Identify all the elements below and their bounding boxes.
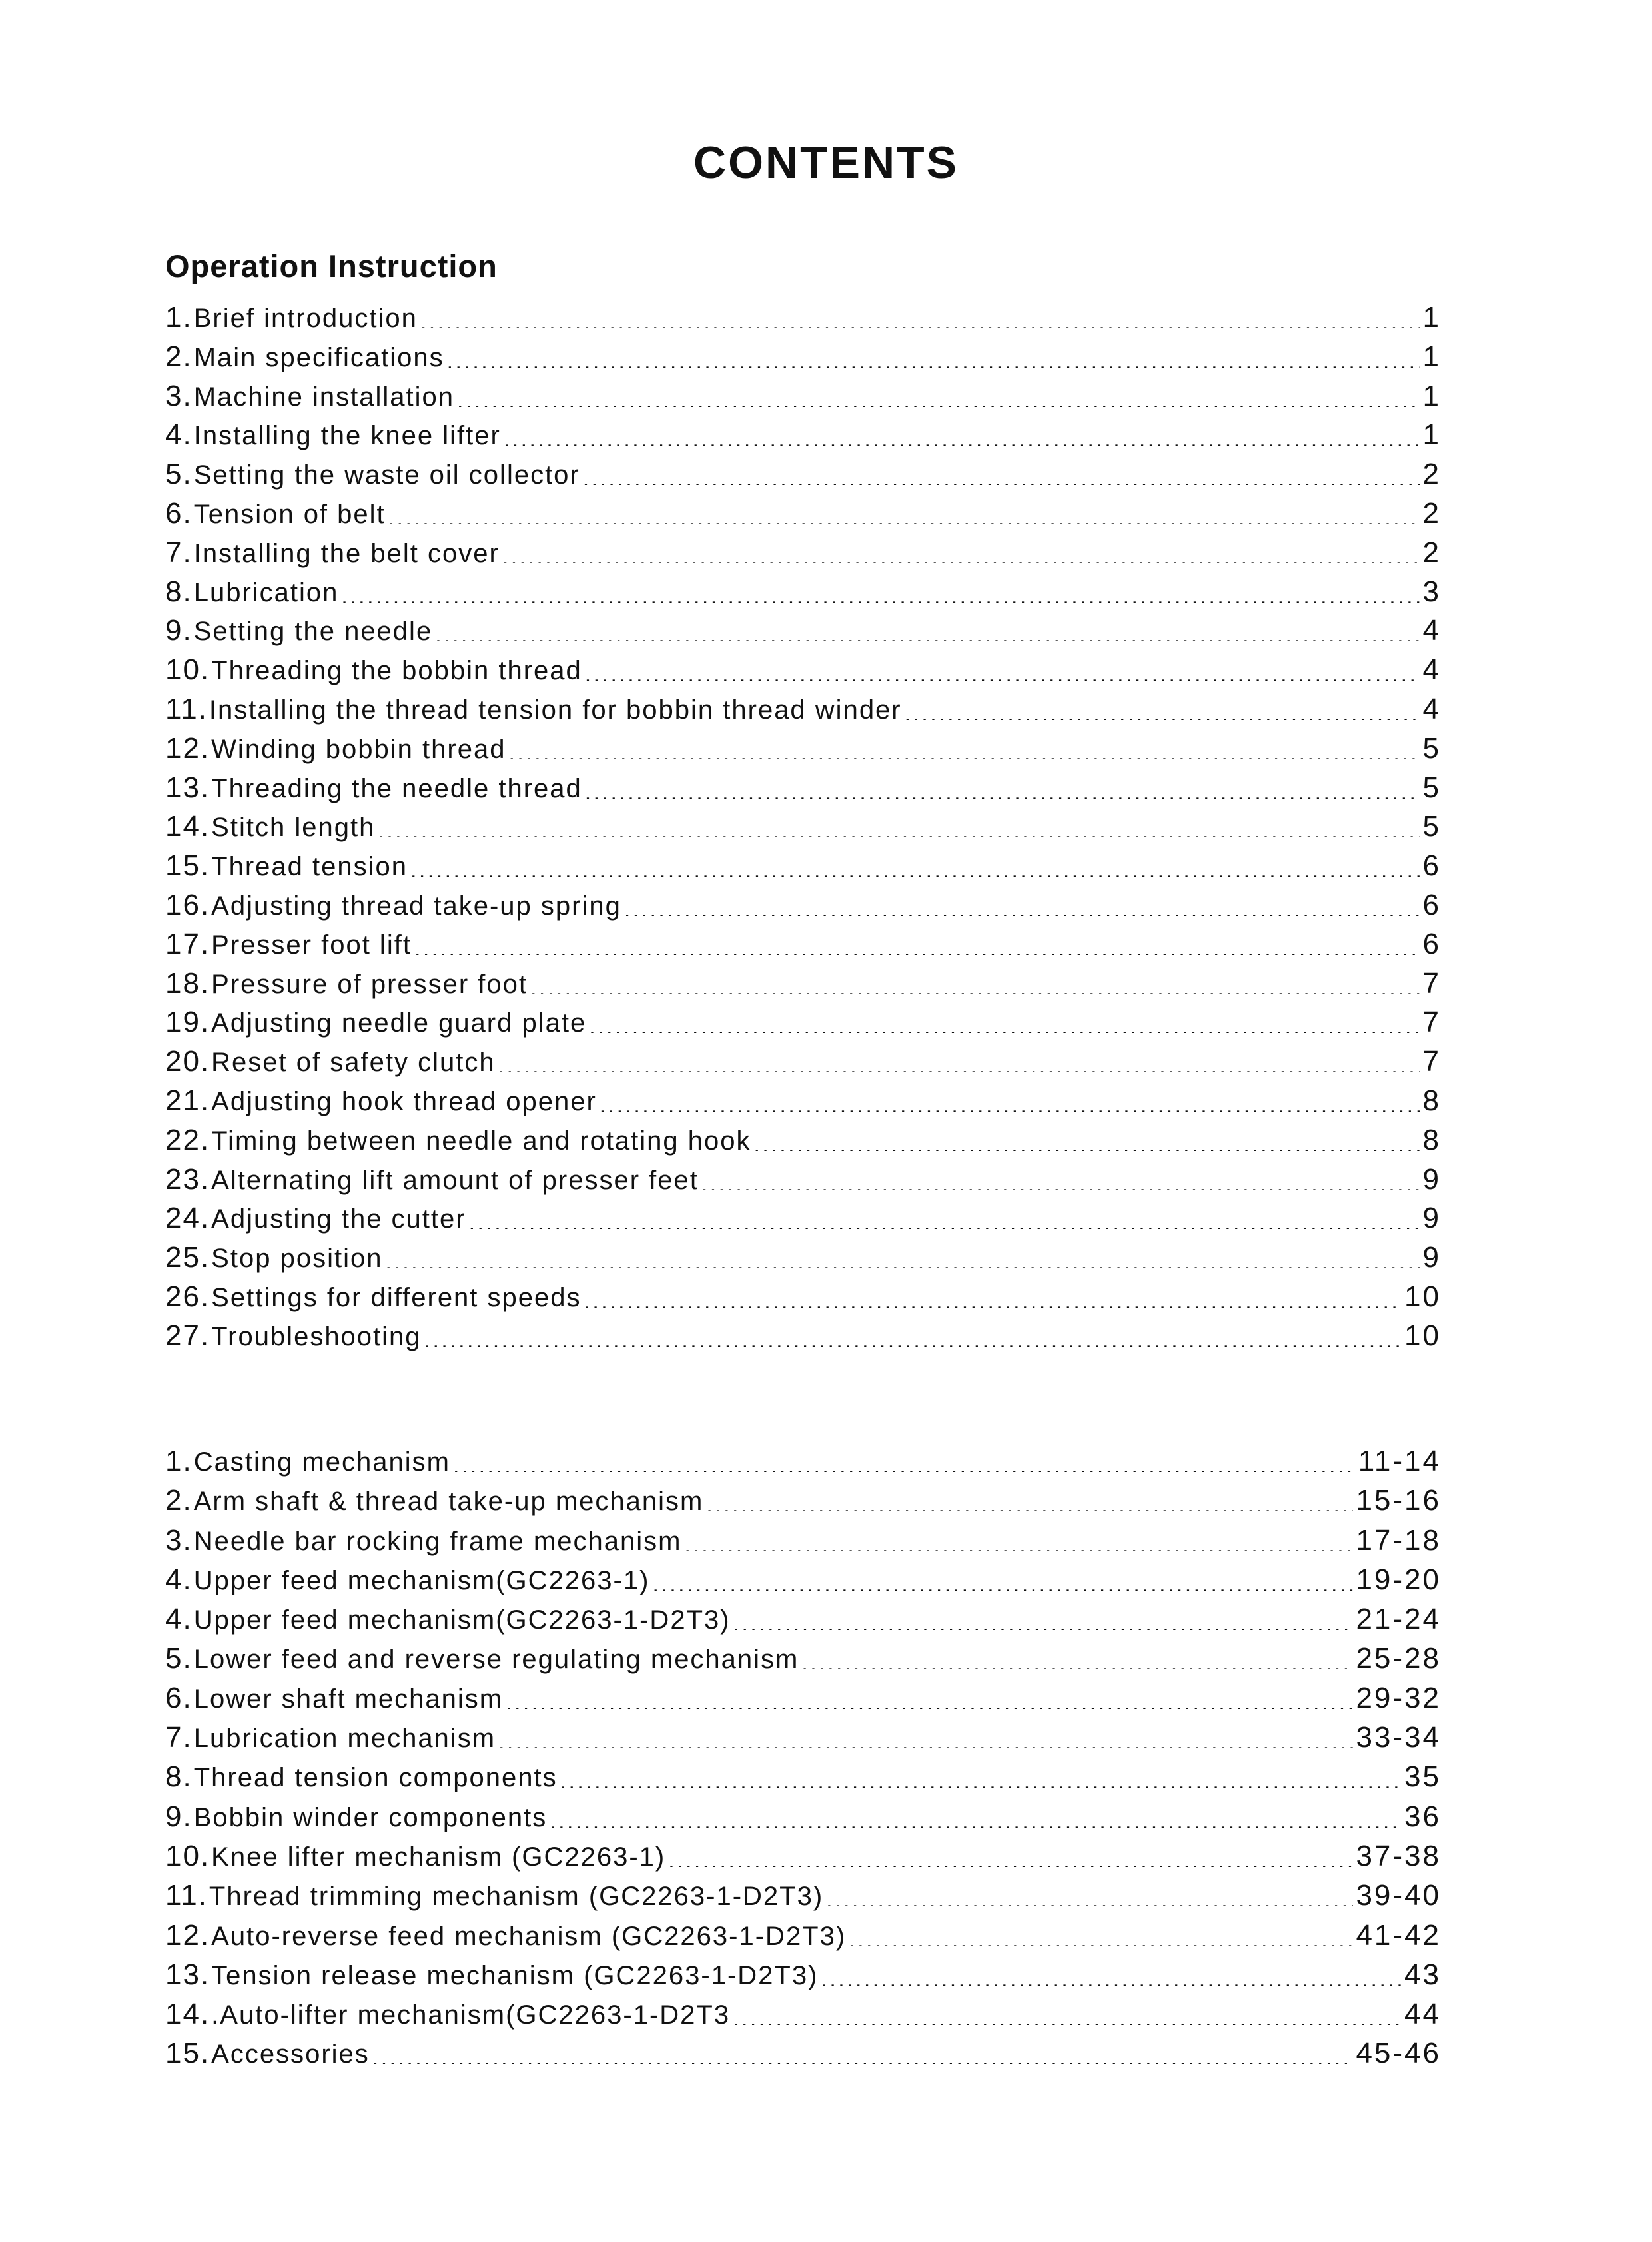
toc-entry-leader-dots xyxy=(849,1920,1353,1946)
toc-entry-number: 14. xyxy=(165,1998,210,2031)
toc-entry-number: 12. xyxy=(165,731,210,765)
toc-entry-leader-dots xyxy=(372,2038,1354,2064)
toc-entry[interactable] xyxy=(165,338,1441,377)
toc-entry[interactable] xyxy=(165,1994,1441,2034)
toc-entry-page: 5 xyxy=(1422,810,1441,843)
toc-entry-label: Lower feed and reverse regulating mechanism xyxy=(193,1645,799,1675)
toc-entry-page: 8 xyxy=(1422,1123,1441,1156)
toc-entry[interactable] xyxy=(165,1317,1441,1356)
toc-entry-leader-dots xyxy=(457,380,1420,407)
toc-entry-label: Knee lifter mechanism (GC2263-1) xyxy=(211,1842,666,1872)
toc-entry[interactable] xyxy=(165,807,1441,847)
toc-entry-leader-dots xyxy=(506,1682,1353,1709)
toc-entry-page: 1 xyxy=(1422,340,1441,373)
toc-entry-leader-dots xyxy=(826,1880,1353,1906)
toc-entry-label: Adjusting the cutter xyxy=(211,1204,466,1234)
toc-entry-number: 14. xyxy=(165,810,210,843)
toc-entry-number: 24. xyxy=(165,1202,210,1235)
toc-entry-leader-dots xyxy=(668,1840,1353,1867)
toc-entry-number: 6. xyxy=(165,496,193,530)
operation-toc-list xyxy=(165,298,1441,1356)
toc-entry-page: 33-34 xyxy=(1356,1721,1441,1754)
toc-entry-leader-dots xyxy=(550,1801,1402,1828)
toc-entry-number: 11. xyxy=(165,1879,208,1912)
toc-entry[interactable] xyxy=(165,1679,1441,1718)
toc-entry-number: 9. xyxy=(165,1800,193,1833)
toc-entry[interactable] xyxy=(165,573,1441,612)
toc-entry-number: 13. xyxy=(165,1958,210,1991)
toc-entry[interactable] xyxy=(165,1560,1441,1599)
toc-entry-page: 5 xyxy=(1422,771,1441,804)
toc-entry-page: 19-20 xyxy=(1356,1563,1441,1596)
toc-entry-label: Troubleshooting xyxy=(211,1321,422,1351)
toc-entry-number: 4. xyxy=(165,418,193,452)
toc-entry-number: 13. xyxy=(165,771,210,804)
toc-entry-page: 4 xyxy=(1422,692,1441,725)
toc-entry-page: 9 xyxy=(1422,1241,1441,1274)
toc-entry-label: Adjusting hook thread opener xyxy=(211,1086,597,1116)
toc-entry[interactable] xyxy=(165,1916,1441,1955)
toc-entry-label: Thread tension components xyxy=(193,1763,558,1793)
toc-entry-page: 44 xyxy=(1404,1998,1441,2031)
toc-entry-page: 7 xyxy=(1422,1045,1441,1078)
toc-entry-label: Machine installation xyxy=(193,382,455,412)
toc-entry-label: Setting the waste oil collector xyxy=(193,460,580,490)
toc-entry-page: 7 xyxy=(1422,1006,1441,1039)
toc-entry-number: 19. xyxy=(165,1006,210,1039)
toc-entry[interactable] xyxy=(165,1199,1441,1238)
toc-entry[interactable] xyxy=(165,1876,1441,1915)
toc-entry-page: 2 xyxy=(1422,458,1441,491)
toc-entry[interactable] xyxy=(165,455,1441,494)
toc-entry-page: 4 xyxy=(1422,653,1441,687)
toc-entry-number: 22. xyxy=(165,1123,210,1156)
toc-entry-number: 2. xyxy=(165,340,193,373)
toc-entry-label: Lower shaft mechanism xyxy=(193,1684,504,1714)
toc-entry-page: 21-24 xyxy=(1356,1603,1441,1636)
toc-entry-label: Arm shaft & thread take-up mechanism xyxy=(193,1487,704,1517)
toc-entry-number: 26. xyxy=(165,1280,210,1313)
toc-entry-number: 4. xyxy=(165,1563,193,1596)
toc-entry-label: Upper feed mechanism(GC2263-1-D2T3) xyxy=(193,1605,731,1635)
toc-entry-label: Settings for different speeds xyxy=(211,1282,582,1312)
toc-entry-leader-dots xyxy=(583,458,1420,485)
toc-entry-label: Main specifications xyxy=(193,342,444,372)
toc-entry-number: 8. xyxy=(165,1760,193,1794)
toc-entry-label: Winding bobbin thread xyxy=(211,734,506,764)
toc-entry-leader-dots xyxy=(821,1959,1402,1986)
toc-entry-leader-dots xyxy=(453,1445,1356,1472)
toc-entry-leader-dots xyxy=(905,693,1420,720)
toc-entry-number: 16. xyxy=(165,888,210,921)
toc-entry-number: 3. xyxy=(165,379,193,412)
toc-entry[interactable] xyxy=(165,1757,1441,1796)
toc-entry-number: 2. xyxy=(165,1484,193,1517)
toc-entry-label: Brief introduction xyxy=(193,304,418,333)
toc-entry-label: Bobbin winder components xyxy=(193,1802,548,1832)
toc-entry[interactable] xyxy=(165,1521,1441,1560)
toc-entry-leader-dots xyxy=(508,733,1420,759)
toc-entry-page: 1 xyxy=(1422,418,1441,452)
toc-entry-number: 10. xyxy=(165,653,210,687)
toc-entry-label: Upper feed mechanism(GC2263-1) xyxy=(193,1565,650,1595)
toc-entry-page: 9 xyxy=(1422,1202,1441,1235)
toc-entry-number: 1. xyxy=(165,301,193,334)
toc-entry-number: 27. xyxy=(165,1319,210,1352)
toc-entry-leader-dots xyxy=(600,1085,1420,1112)
toc-entry-number: 5. xyxy=(165,458,193,491)
toc-entry-page: 10 xyxy=(1404,1319,1441,1352)
toc-entry-leader-dots xyxy=(378,811,1420,837)
toc-entry-page: 17-18 xyxy=(1356,1523,1441,1557)
toc-entry-number: 6. xyxy=(165,1681,193,1714)
toc-entry-label: Thread tension xyxy=(211,852,408,882)
toc-entry-label: Pressure of presser foot xyxy=(211,969,528,999)
toc-entry-page: 15-16 xyxy=(1356,1484,1441,1517)
toc-entry-leader-dots xyxy=(754,1124,1420,1151)
toc-entry[interactable] xyxy=(165,494,1441,534)
toc-entry-leader-dots xyxy=(498,1722,1353,1748)
toc-entry-leader-dots xyxy=(652,1564,1353,1591)
toc-entry-label: Accessories xyxy=(211,2040,370,2069)
toc-entry-page: 39-40 xyxy=(1356,1879,1441,1912)
toc-entry-number: 18. xyxy=(165,966,210,1000)
toc-entry[interactable] xyxy=(165,1639,1441,1678)
toc-entry-leader-dots xyxy=(388,498,1420,524)
toc-entry[interactable] xyxy=(165,1160,1441,1200)
toc-entry-page: 7 xyxy=(1422,966,1441,1000)
toc-entry-label: Alternating lift amount of presser feet xyxy=(211,1165,699,1195)
toc-entry-label: Installing the knee lifter xyxy=(193,421,501,451)
toc-entry-leader-dots xyxy=(341,576,1420,603)
toc-entry-label: Thread trimming mechanism (GC2263-1-D2T3) xyxy=(208,1882,824,1912)
toc-entry-label: Setting the needle xyxy=(193,617,433,647)
toc-entry[interactable] xyxy=(165,651,1441,690)
toc-entry-label: Lubrication xyxy=(193,577,339,607)
toc-entry-leader-dots xyxy=(624,889,1420,916)
toc-entry-leader-dots xyxy=(498,1046,1420,1072)
toc-entry-page: 10 xyxy=(1404,1280,1441,1313)
toc-entry-leader-dots xyxy=(585,654,1420,681)
toc-entry-leader-dots xyxy=(530,968,1420,994)
toc-entry-number: 4. xyxy=(165,1603,193,1636)
toc-entry-number: 23. xyxy=(165,1162,210,1196)
toc-entry-label: Tension of belt xyxy=(193,499,386,529)
toc-entry-leader-dots xyxy=(585,772,1420,799)
toc-entry[interactable] xyxy=(165,729,1441,769)
toc-entry-leader-dots xyxy=(414,929,1420,955)
toc-entry-number: 8. xyxy=(165,575,193,608)
toc-entry[interactable] xyxy=(165,1238,1441,1278)
toc-entry[interactable] xyxy=(165,847,1441,886)
toc-entry-label: Casting mechanism xyxy=(193,1447,450,1477)
toc-entry-label: Threading the needle thread xyxy=(211,773,582,803)
toc-entry[interactable] xyxy=(165,377,1441,416)
toc-entry-leader-dots xyxy=(504,419,1420,446)
toc-entry-leader-dots xyxy=(733,1998,1402,2025)
toc-entry-page: 3 xyxy=(1422,575,1441,608)
parts-toc-list xyxy=(165,1441,1441,2073)
toc-entry-number: 20. xyxy=(165,1045,210,1078)
toc-entry-leader-dots xyxy=(684,1525,1353,1551)
toc-entry-page: 45-46 xyxy=(1356,2037,1441,2070)
toc-entry[interactable] xyxy=(165,1955,1441,1994)
toc-entry-number: 5. xyxy=(165,1642,193,1675)
toc-entry-page: 1 xyxy=(1422,301,1441,334)
toc-entry-number: 12. xyxy=(165,1918,210,1952)
toc-entry-leader-dots xyxy=(584,1281,1402,1308)
toc-entry-leader-dots xyxy=(733,1603,1354,1630)
toc-entry[interactable] xyxy=(165,1797,1441,1836)
toc-entry[interactable] xyxy=(165,1121,1441,1160)
toc-entry[interactable] xyxy=(165,298,1441,338)
toc-entry-label: Presser foot lift xyxy=(211,930,412,960)
toc-entry-leader-dots xyxy=(447,341,1420,368)
toc-entry-page: 5 xyxy=(1422,731,1441,765)
toc-entry-leader-dots xyxy=(469,1202,1420,1229)
toc-entry[interactable] xyxy=(165,416,1441,455)
toc-entry-page: 43 xyxy=(1404,1958,1441,1991)
toc-entry-page: 25-28 xyxy=(1356,1642,1441,1675)
toc-entry[interactable] xyxy=(165,1003,1441,1042)
toc-entry-number: 9. xyxy=(165,614,193,647)
toc-entry-label: Lubrication mechanism xyxy=(193,1724,496,1754)
toc-entry-label: .Auto-lifter mechanism(GC2263-1-D2T3 xyxy=(211,2000,731,2030)
toc-entry-number: 15. xyxy=(165,849,210,883)
toc-entry-leader-dots xyxy=(706,1485,1353,1511)
toc-entry[interactable] xyxy=(165,1836,1441,1876)
toc-entry-number: 17. xyxy=(165,927,210,960)
toc-entry-label: Stitch length xyxy=(211,813,376,843)
toc-entry-page: 6 xyxy=(1422,888,1441,921)
toc-entry[interactable] xyxy=(165,1718,1441,1757)
toc-entry-number: 15. xyxy=(165,2037,210,2070)
toc-entry-leader-dots xyxy=(701,1164,1420,1190)
toc-entry-number: 7. xyxy=(165,536,193,569)
toc-entry-leader-dots xyxy=(410,850,1420,877)
toc-entry[interactable] xyxy=(165,1599,1441,1639)
toc-entry-number: 1. xyxy=(165,1445,193,1477)
toc-entry-leader-dots xyxy=(801,1643,1353,1669)
toc-entry-label: Tension release mechanism (GC2263-1-D2T3) xyxy=(211,1960,819,1990)
toc-entry-page: 2 xyxy=(1422,536,1441,569)
toc-entry-leader-dots xyxy=(385,1242,1420,1268)
toc-entry-label: Installing the thread tension for bobbin thread winder xyxy=(208,695,902,725)
toc-entry-page: 35 xyxy=(1404,1760,1441,1794)
toc-entry-number: 11. xyxy=(165,692,208,725)
toc-entry-label: Stop position xyxy=(211,1244,383,1274)
toc-entry[interactable] xyxy=(165,1042,1441,1082)
toc-entry[interactable] xyxy=(165,964,1441,1004)
toc-entry-page: 2 xyxy=(1422,496,1441,530)
toc-entry-page: 6 xyxy=(1422,849,1441,883)
toc-entry-label: Threading the bobbin thread xyxy=(211,656,582,686)
toc-entry-leader-dots xyxy=(560,1761,1402,1788)
toc-entry-page: 1 xyxy=(1422,379,1441,412)
toc-entry-label: Needle bar rocking frame mechanism xyxy=(193,1526,682,1556)
toc-entry-page: 37-38 xyxy=(1356,1839,1441,1872)
toc-entry[interactable] xyxy=(165,769,1441,808)
toc-entry-number: 10. xyxy=(165,1839,210,1872)
toc-entry[interactable] xyxy=(165,886,1441,925)
toc-entry-label: Adjusting needle guard plate xyxy=(211,1008,587,1038)
toc-entry-leader-dots xyxy=(420,302,1420,328)
toc-entry[interactable] xyxy=(165,925,1441,964)
toc-entry-page: 41-42 xyxy=(1356,1918,1441,1952)
toc-entry-number: 7. xyxy=(165,1721,193,1754)
toc-entry[interactable] xyxy=(165,611,1441,651)
toc-entry-page: 36 xyxy=(1404,1800,1441,1833)
toc-entry-page: 8 xyxy=(1422,1084,1441,1117)
toc-entry[interactable] xyxy=(165,1278,1441,1317)
toc-entry-page: 9 xyxy=(1422,1162,1441,1196)
toc-entry-label: Adjusting thread take-up spring xyxy=(211,891,621,921)
page-title: CONTENTS xyxy=(693,137,959,188)
toc-entry-number: 25. xyxy=(165,1241,210,1274)
toc-entry-leader-dots xyxy=(424,1320,1402,1347)
toc-entry-page: 29-32 xyxy=(1356,1681,1441,1714)
toc-entry[interactable] xyxy=(165,1481,1441,1520)
toc-entry-label: Auto-reverse feed mechanism (GC2263-1-D2T3) xyxy=(211,1921,847,1951)
toc-entry-label: Reset of safety clutch xyxy=(211,1048,496,1078)
toc-entry-number: 21. xyxy=(165,1084,210,1117)
operation-section-heading: Operation Instruction xyxy=(165,248,498,284)
toc-entry-leader-dots xyxy=(502,537,1420,563)
toc-entry-page: 11-14 xyxy=(1358,1445,1441,1477)
toc-entry[interactable] xyxy=(165,690,1441,729)
toc-entry[interactable] xyxy=(165,1441,1441,1481)
toc-entry[interactable] xyxy=(165,534,1441,573)
toc-entry-number: 3. xyxy=(165,1523,193,1557)
toc-entry-leader-dots xyxy=(589,1006,1420,1033)
toc-entry-page: 6 xyxy=(1422,927,1441,960)
toc-entry-label: Installing the belt cover xyxy=(193,538,500,568)
toc-entry[interactable] xyxy=(165,2034,1441,2073)
toc-entry-page: 4 xyxy=(1422,614,1441,647)
toc-entry-label: Timing between needle and rotating hook xyxy=(211,1126,751,1156)
toc-entry-leader-dots xyxy=(435,615,1420,641)
toc-entry[interactable] xyxy=(165,1082,1441,1121)
